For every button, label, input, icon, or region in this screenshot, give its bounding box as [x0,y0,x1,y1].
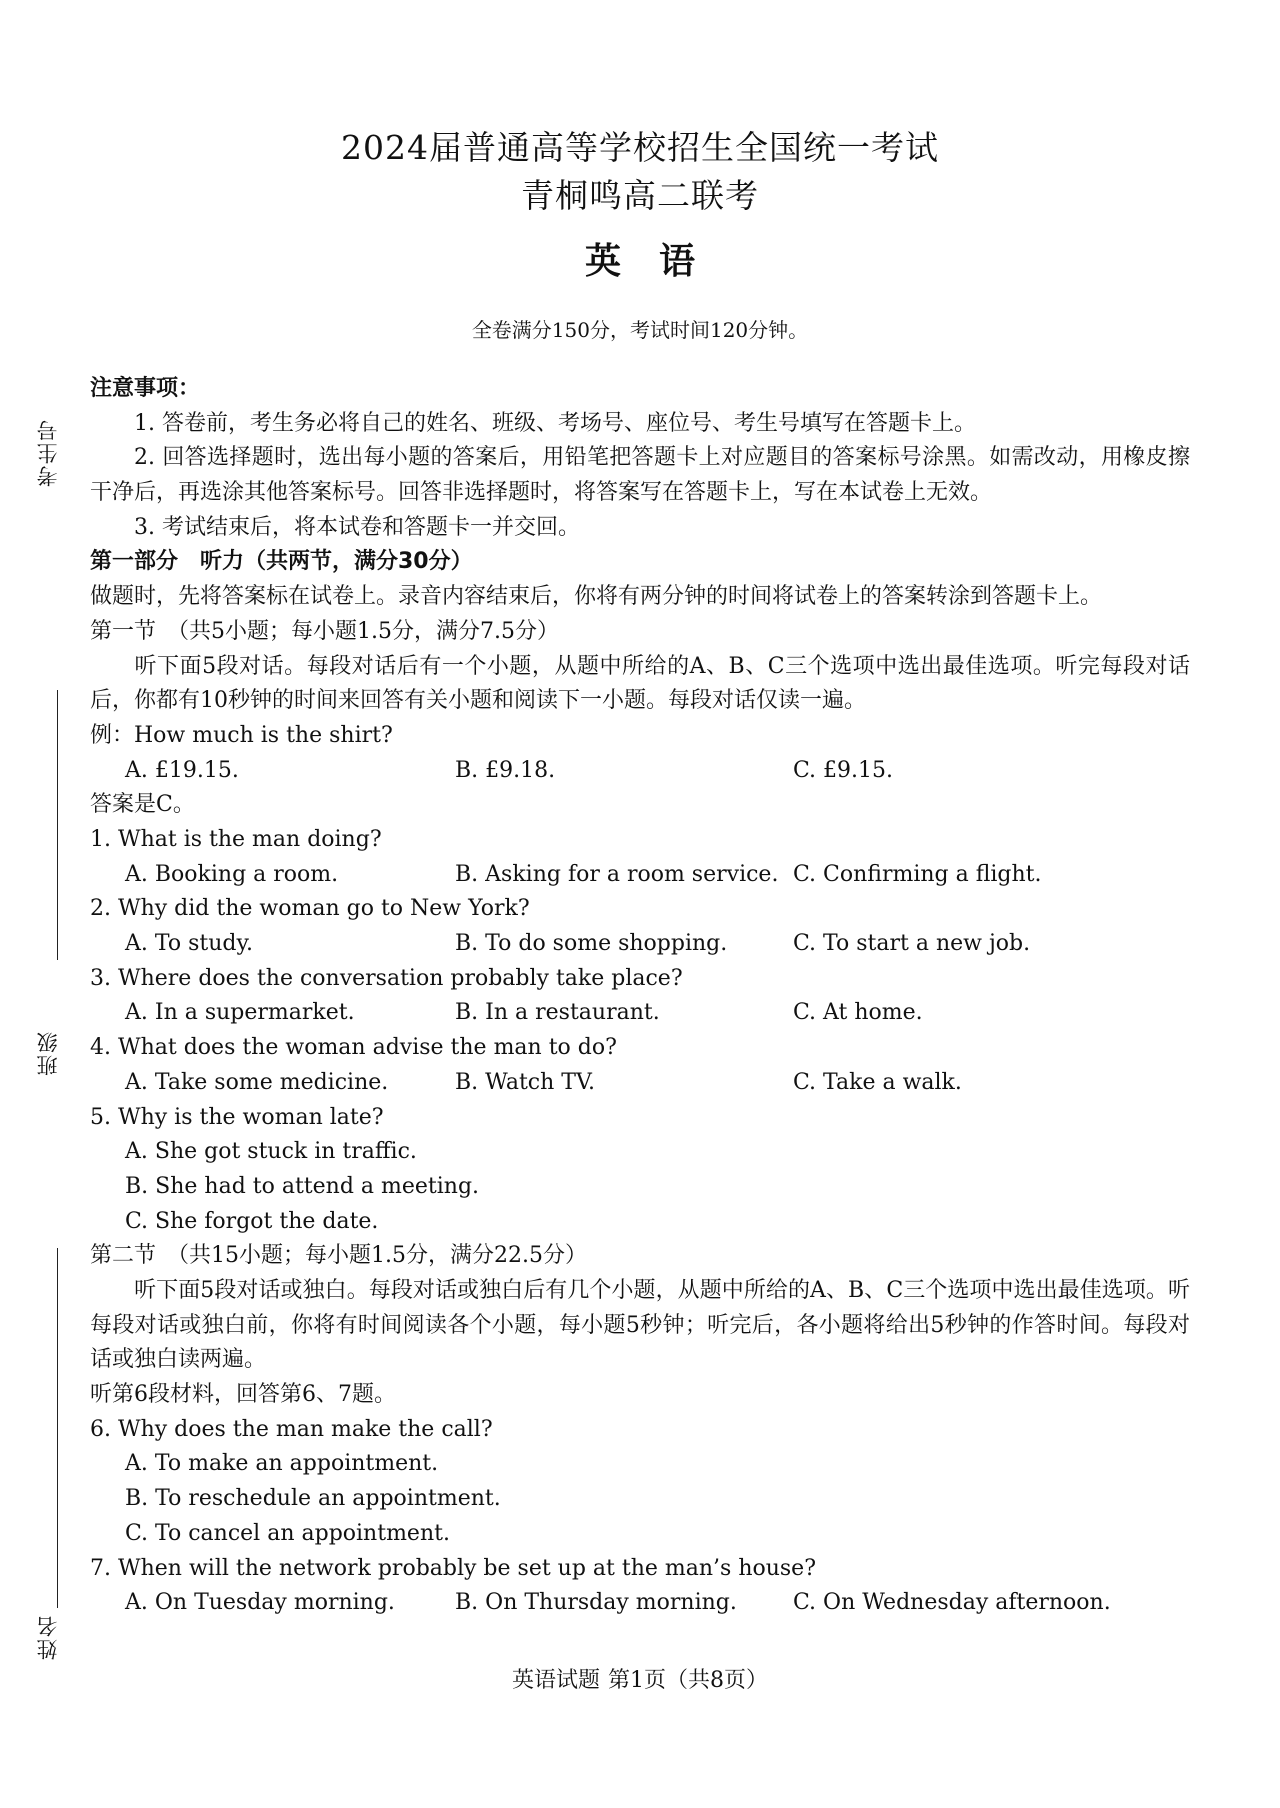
example-options [90,754,1190,789]
option-c: C. Take a walk. [793,1069,962,1095]
question-2-options [90,927,1190,962]
notice-heading: 注意事项： [90,376,201,401]
material-6-note: 听第6段材料，回答第6、7题。 [90,1382,396,1408]
question-6: 6. Why does the man make the call? [90,1416,493,1442]
subject-char-2: 语 [659,241,696,282]
option-c: C. On Wednesday afternoon. [793,1590,1111,1616]
notice-item-3: 3. 考试结束后，将本试卷和答题卡一并交回。 [134,514,580,540]
question-5: 5. Why is the woman late? [90,1104,384,1130]
example-answer: 答案是C。 [90,792,195,818]
option-a: A. To make an appointment. [125,1451,439,1477]
student-id-label: 考生号 [36,418,60,487]
question-4-options [90,1066,1190,1101]
option-a: A. Booking a room. [125,861,339,887]
exam-body [90,372,1190,1621]
option-c: C. To cancel an appointment. [125,1520,450,1546]
name-write-line [57,1248,58,1608]
example-option-b: B. £9.18. [455,757,556,783]
example-option-c: C. £9.15. [793,757,894,783]
section2-heading: 第二节 （共15小题；每小题1.5分，满分22.5分） [90,1243,587,1269]
footer-page-number: 第1页（共8页） [608,1668,768,1693]
subject-char-1: 英 [584,241,621,282]
option-a: A. She got stuck in traffic. [125,1139,417,1165]
option-c: C. She forgot the date. [125,1208,379,1234]
name-label: 姓名 [36,1614,60,1660]
option-b: B. In a restaurant. [455,1000,660,1026]
section1-instructions-text: 听下面5段对话。每段对话后有一个小题，从题中所给的A、B、C三个选项中选出最佳选项。听完每段对话后，你都有10秒钟的时间来回答有关小题和阅读下一小题。每段对话仅读一遍。 [90,653,1190,714]
exam-info: 全卷满分150分，考试时间120分钟。 [471,318,809,342]
section1-instructions [90,650,1190,719]
option-a: A. To study. [125,931,253,957]
option-c: C. To start a new job. [793,931,1031,957]
exam-subtitle: 青桐鸣高二联考 [521,176,759,215]
example-question: 例：How much is the shirt? [90,722,393,748]
class-write-line [57,690,58,960]
question-4: 4. What does the woman advise the man to do? [90,1035,617,1061]
page-footer [0,1668,1280,1694]
footer-subject: 英语试题 [511,1668,600,1693]
subject-title [0,240,1280,283]
class-label: 班级 [36,1030,60,1076]
example-option-a: A. £19.15. [125,757,239,783]
question-2: 2. Why did the woman go to New York? [90,896,530,922]
exam-title: 2024届普通高等学校招生全国统一考试 [341,128,939,167]
notice-item-2-text: 2. 回答选择题时，选出每小题的答案后，用铅笔把答题卡上对应题目的答案标号涂黑。如需改动，用橡皮擦干净后，再选涂其他答案标号。回答非选择题时，将答案写在答题卡上，写在本试卷上无效。 [90,445,1190,506]
option-a: A. Take some medicine. [125,1069,389,1095]
option-c: C. At home. [793,1000,923,1026]
option-c: C. Confirming a flight. [793,861,1042,887]
option-b: B. Asking for a room service. [455,861,779,887]
option-b: B. To do some shopping. [455,931,728,957]
option-a: A. In a supermarket. [125,1000,355,1026]
question-3: 3. Where does the conversation probably take place? [90,965,683,991]
option-b: B. She had to attend a meeting. [125,1173,480,1199]
notice-item-1: 1. 答卷前，考生务必将自己的姓名、班级、考场号、座位号、考生号填写在答题卡上。 [134,410,976,436]
part1-heading: 第一部分 听力（共两节，满分30分） [90,549,473,575]
section2-instructions-text: 听下面5段对话或独白。每段对话或独白后有几个小题，从题中所给的A、B、C三个选项中选出最佳选项。听每段对话或独白前，你将有时间阅读各个小题，每小题5秒钟；听完后，各小题将给出5秒钟的作答时间。每段对话或独白读两遍。 [90,1277,1190,1373]
option-b: B. To reschedule an appointment. [125,1486,501,1512]
notice-item-2 [90,441,1190,510]
section2-instructions [90,1274,1190,1378]
option-b: B. On Thursday morning. [455,1590,737,1616]
question-1-options [90,858,1190,893]
question-1: 1. What is the man doing? [90,827,382,853]
option-a: A. On Tuesday morning. [125,1590,395,1616]
question-3-options [90,996,1190,1031]
question-7: 7. When will the network probably be set up at the man’s house? [90,1555,816,1581]
part1-instructions: 做题时，先将答案标在试卷上。录音内容结束后，你将有两分钟的时间将试卷上的答案转涂到答题卡上。 [90,584,1103,610]
section1-heading: 第一节 （共5小题；每小题1.5分，满分7.5分） [90,618,559,644]
option-b: B. Watch TV. [455,1069,596,1095]
question-7-options [90,1586,1190,1621]
